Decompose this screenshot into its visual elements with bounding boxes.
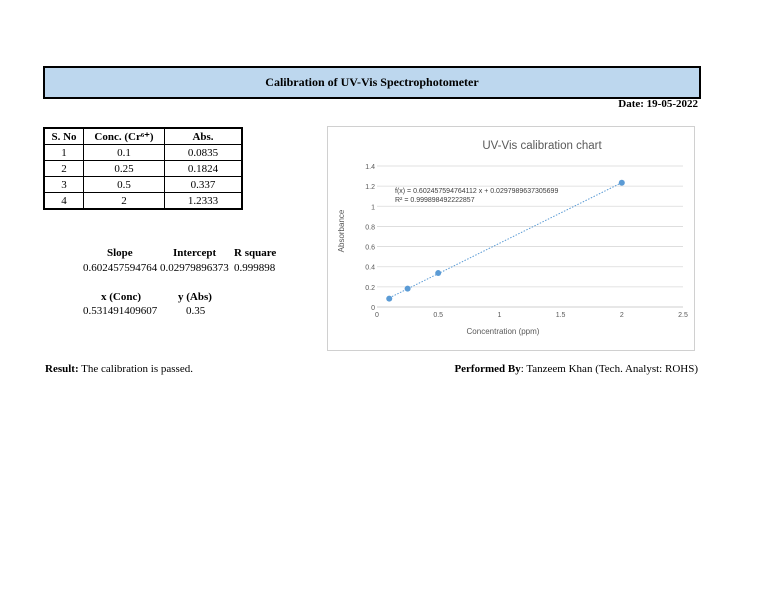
intercept-label: Intercept — [173, 247, 217, 259]
page-title: Calibration of UV-Vis Spectrophotometer — [43, 66, 701, 99]
chart-title: UV-Vis calibration chart — [482, 140, 602, 152]
y-tick-labels — [365, 164, 375, 312]
y-tick-label: 0.4 — [365, 264, 375, 272]
y-tick-label: 1.2 — [365, 184, 375, 192]
column-header: S. No — [44, 128, 84, 145]
table-row — [44, 193, 242, 210]
performed-by-label: Performed By — [454, 363, 521, 375]
table-cell: 0.337 — [165, 177, 243, 193]
calibration-table — [43, 127, 243, 210]
column-header: Conc. (Cr⁶⁺) — [84, 128, 165, 145]
slope-label: Slope — [107, 247, 133, 259]
y-tick-label: 0.8 — [365, 224, 375, 232]
result-text: The calibration is passed. — [81, 363, 193, 375]
y-tick-label: 0.2 — [365, 284, 375, 292]
trendline-equation: f(x) = 0.602457594764112 x + 0.0297989637305699 — [395, 188, 559, 195]
y-axis-label: Absorbance — [337, 209, 346, 253]
x-tick-labels — [375, 312, 688, 319]
performed-by-line — [454, 363, 698, 375]
x-tick-label: 1 — [497, 312, 502, 319]
rsquare-label: R square — [234, 247, 277, 259]
table-cell: 2 — [44, 161, 84, 177]
x-tick-label: 1.5 — [555, 312, 566, 319]
table-cell: 0.0835 — [165, 145, 243, 161]
chart-svg — [328, 127, 694, 350]
table-row — [44, 161, 242, 177]
data-point — [619, 180, 625, 186]
date-value: 19-05-2022 — [646, 98, 698, 110]
table-cell: 0.1 — [84, 145, 165, 161]
x-axis-label: Concentration (ppm) — [466, 327, 540, 336]
table-row — [44, 177, 242, 193]
result-label: Result: — [45, 363, 79, 375]
table-row — [44, 145, 242, 161]
x-tick-label: 0.5 — [433, 312, 444, 319]
slope-value: 0.602457594764 — [83, 262, 158, 274]
r-squared-annotation: R² = 0.999898492222857 — [395, 197, 475, 204]
table-cell: 0.1824 — [165, 161, 243, 177]
calibration-chart — [327, 126, 695, 351]
result-line — [45, 363, 193, 375]
y-abs-label: y (Abs) — [178, 291, 212, 303]
data-point — [405, 286, 411, 292]
y-tick-label: 1.4 — [365, 164, 375, 171]
x-tick-label: 2.5 — [678, 312, 688, 319]
date-label: Date: — [618, 98, 644, 110]
table-cell: 3 — [44, 177, 84, 193]
x-conc-label: x (Conc) — [101, 291, 142, 303]
y-tick-label: 0 — [371, 305, 375, 312]
table-cell: 0.5 — [84, 177, 165, 193]
y-tick-label: 0.6 — [365, 244, 375, 252]
y-tick-label: 1 — [371, 204, 375, 212]
x-tick-label: 0 — [375, 312, 379, 319]
table-cell: 2 — [84, 193, 165, 210]
table-cell: 1.2333 — [165, 193, 243, 210]
x-conc-value: 0.531491409607 — [83, 305, 158, 317]
table-cell: 4 — [44, 193, 84, 210]
data-point — [435, 270, 441, 276]
data-point — [386, 296, 392, 302]
column-header: Abs. — [165, 128, 243, 145]
table-cell: 0.25 — [84, 161, 165, 177]
performed-by-text: : Tanzeem Khan (Tech. Analyst: ROHS) — [520, 363, 698, 375]
report-date — [618, 98, 698, 110]
table-header-row — [44, 128, 242, 145]
rsquare-value: 0.999898 — [234, 262, 276, 274]
x-tick-label: 2 — [619, 312, 624, 319]
table-cell: 1 — [44, 145, 84, 161]
intercept-value: 0.02979896373 — [160, 262, 229, 274]
y-abs-value: 0.35 — [186, 305, 206, 317]
